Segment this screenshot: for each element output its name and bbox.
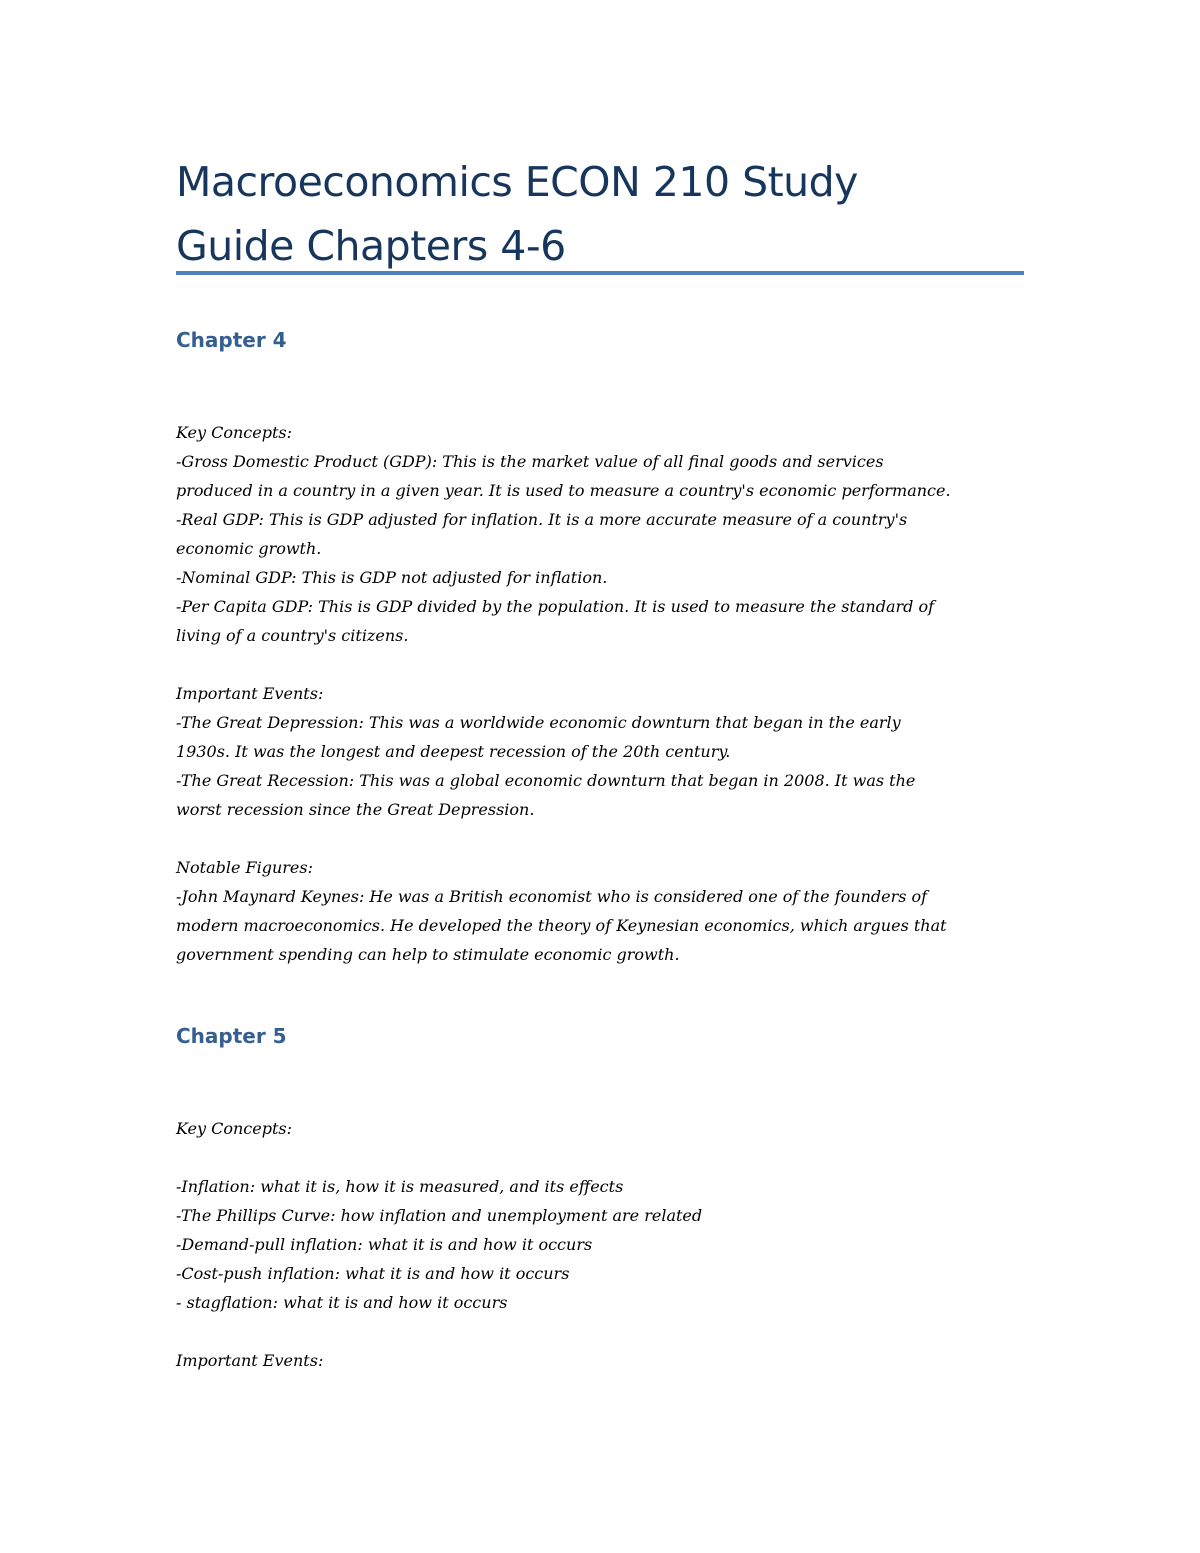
text-line: -Inflation: what it is, how it is measured, and its effects [176,1177,624,1196]
text-line: -Nominal GDP: This is GDP not adjusted for inflation. [176,568,608,587]
blank-line [176,650,1026,679]
text-line: Important Events: [176,1351,324,1370]
text-line: modern macroeconomics. He developed the theory of Keynesian economics, which argues that [176,916,947,935]
title-line: Macroeconomics ECON 210 Study [176,158,858,206]
text-line: -Per Capita GDP: This is GDP divided by the population. It is used to measure the standard of [176,597,935,616]
text-line: produced in a country in a given year. It is used to measure a country's economic performance. [176,481,951,500]
text-line: -The Phillips Curve: how inflation and unemployment are related [176,1206,703,1225]
text-line: Notable Figures: [176,858,313,877]
chapter-4-body [176,418,1026,969]
text-line: -The Great Depression: This was a worldwide economic downturn that began in the early [176,713,901,732]
text-line: -Real GDP: This is GDP adjusted for inflation. It is a more accurate measure of a country's [176,510,908,529]
text-line: worst recession since the Great Depression. [176,800,535,819]
text-line: 1930s. It was the longest and deepest recession of the 20th century. [176,742,731,761]
text-line: -Demand-pull inflation: what it is and how it occurs [176,1235,593,1254]
document-title [176,150,1026,278]
text-line: Important Events: [176,684,324,703]
chapter-5-body [176,1114,1026,1375]
text-line: - stagflation: what it is and how it occurs [176,1293,508,1312]
title-underline [176,271,1024,275]
text-line: Key Concepts: [176,423,292,442]
text-line: -Cost-push inflation: what it is and how it occurs [176,1264,570,1283]
text-line: -John Maynard Keynes: He was a British economist who is considered one of the founders of [176,887,928,906]
title-line: Guide Chapters 4-6 [176,222,566,270]
text-line: living of a country's citizens. [176,626,409,645]
chapter-5-heading: Chapter 5 [176,1024,287,1048]
text-line: Key Concepts: [176,1119,292,1138]
text-line: -The Great Recession: This was a global economic downturn that began in 2008. It was the [176,771,916,790]
blank-line [176,1143,1026,1172]
text-line: economic growth. [176,539,322,558]
text-line: -Gross Domestic Product (GDP): This is the market value of all final goods and services [176,452,884,471]
blank-line [176,1317,1026,1346]
chapter-4-heading: Chapter 4 [176,328,287,352]
blank-line [176,824,1026,853]
text-line: government spending can help to stimulate economic growth. [176,945,680,964]
